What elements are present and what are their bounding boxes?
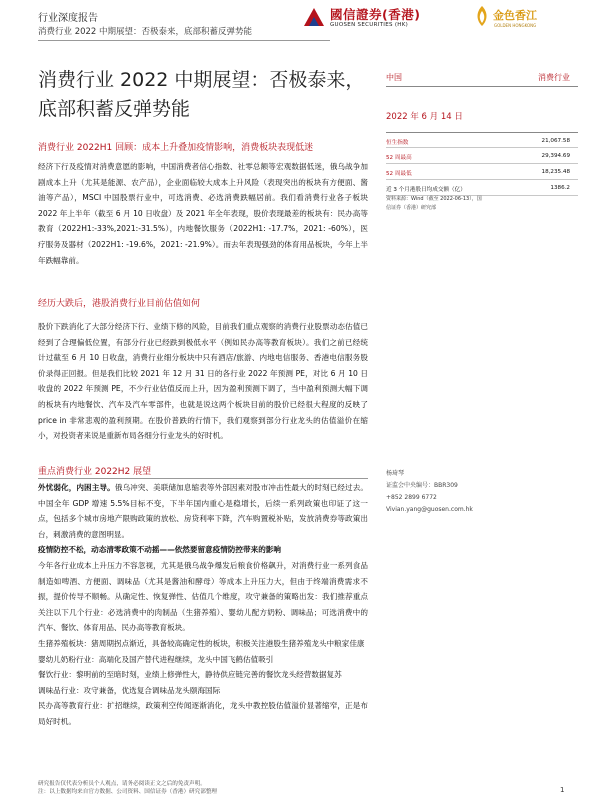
header-divider xyxy=(38,40,330,41)
table-value: 21,067.58 xyxy=(541,138,570,144)
page-number: 1 xyxy=(560,786,565,794)
para1-text: 俄乌冲突、美联储加息缩表等外部因素对股市冲击性最大的时刻已经过去。中国全年 GDP 增速 5.5%目标不变，下半年国内重心是稳增长，后续一系列政策也印证了这一点，包括多个城市房地产限购政策的放松、房贷利率下降，汽车购置税补贴，发放消费券等政策出台，刺激消费的意图明显。 xyxy=(38,483,368,539)
jinse-logo xyxy=(472,2,542,34)
table-row xyxy=(386,164,578,180)
section3-para2: 疫情防控不松，动态清零政策不动摇——依然要留意疫情防控带来的影响 xyxy=(38,545,281,555)
sidebar-divider xyxy=(386,86,578,87)
header-subtitle: 消费行业 2022 中期展望：否极泰来，底部积蓄反弹势能 xyxy=(38,27,253,37)
list-item: 调味品行业：攻守兼备，优选复合调味品龙头颐海国际 xyxy=(38,685,221,695)
table-label: 近 3 个月港股日均成交额（亿） xyxy=(386,187,466,193)
section3-para1 xyxy=(38,480,368,542)
footer-note: 注：以上数据均来自官方数据、公司资料、国信证券（香港）研究部整理 xyxy=(38,789,218,795)
section3-heading: 重点消费行业 2022H2 展望 xyxy=(38,467,152,477)
market-data-table xyxy=(386,132,578,196)
guosen-logo xyxy=(302,4,462,32)
table-label: 52 周最低 xyxy=(386,171,412,177)
guosen-logo-icon xyxy=(302,6,326,28)
section3-body xyxy=(38,480,368,730)
section2-body: 股价下跌消化了大部分经济下行、业绩下修的风险，目前我们重点观察的消费行业股票动态估值已经到了合理偏低位置，有部分行业已经跌到极低水平（例如民办高等教育板块）。我们之前已经统计过截至 6 月 10 日收盘，消费行业细分板块中只有酒店/旅游、内地电信服务、香港电信服务股价录得正回报。但是我们比较 2021 年 12 月 31 日的各行业 2022 年预测 PE，对比 6 月 10 日收盘的 2022 年预测 PE，不少行业估值反而上升，因为盈利预测下调了，当中盈利预测大幅下调的板块有内地餐饮、汽车及汽车零部件，也就是说这两个板块目前的股价已经很大程度的反映了 price in 非常悲观的盈利预期。在股价普跌的行情下，我们观察到部分行业龙头的估值溢价在缩小，对投资者来说是重新布局各细分行业龙头的好时机。 xyxy=(38,322,368,441)
footer xyxy=(38,780,217,796)
section1-body: 经济下行及疫情对消费意愿的影响，中国消费者信心指数、社零总额等宏观数据低迷，俄乌战争加剧成本上升（尤其是能源、农产品），企业面临较大成本上升风险（表现突出的板块有方便面、酱油等产品），MSCI 中国股票行业中，可选消费、必选消费跌幅居前。我们看消费行业各子板块 2022 年上半年（截至 6 月 10 日收盘）及 2021 年全年表现，股价表现最差的板块有：民办高等教育（2022H1:-33%,2021:-31.5%），内地餐饮服务（2022H1: -17.7%，2021: -60%），医疗服务及器材（2022H1: -19.6%，2021: -21.9%）。而去年表现强劲的体育用品板块，今年上半年跌幅靠前。 xyxy=(38,162,368,265)
analyst-email: Vivian.yang@guosen.com.hk xyxy=(386,506,473,513)
table-label: 52 周最高 xyxy=(386,155,412,161)
analyst-phone: +852 2899 6772 xyxy=(386,494,437,501)
report-date: 2022 年 6 月 14 日 xyxy=(386,112,463,122)
table-row xyxy=(386,148,578,164)
list-item: 生猪养殖板块：猪周期拐点渐近，具备较高确定性的板块，积极关注港股生猪养殖龙头中粮家佳康 xyxy=(38,638,365,648)
table-value: 18,235.48 xyxy=(541,169,570,175)
table-source: 资料来源：Wind（截至 2022-06-13），国信证券（香港）研究部 xyxy=(386,196,482,211)
lead-heading: 消费行业 2022H1 回顾：成本上升叠加疫情影响，消费板块表现低迷 xyxy=(38,143,314,153)
list-item: 餐饮行业：黎明前的至暗时刻，业绩上修弹性大，静待供应链完善的餐饮龙头经营数据复苏 xyxy=(38,670,342,680)
table-row xyxy=(386,180,578,196)
table-value: 29,394.69 xyxy=(541,153,570,159)
list-item: 婴幼儿奶粉行业：高端化及国产替代进程继续，龙头中国飞鹤估值吸引 xyxy=(38,654,274,664)
list-item: 民办高等教育行业：扩招继续，政策利空传闻逐渐消化，龙头中教控股估值溢价显著缩窄，正是布局好时机。 xyxy=(38,701,368,726)
guosen-logo-en: GUOSEN SECURITIES (HK) xyxy=(330,22,409,28)
jinse-logo-en: GOLDEN HONGKONG xyxy=(494,23,537,28)
analyst-info xyxy=(386,468,578,516)
report-title: 消费行业 2022 中期展望：否极泰来，底部积蓄反弹势能 xyxy=(38,69,365,120)
report-type: 行业深度报告 xyxy=(38,13,98,24)
section3-para3: 今年各行业成本上升压力不容忽视，尤其是俄乌战争爆发后粮食价格飙升，对消费行业一系列食品制造如啤酒、方便面、调味品（尤其是酱油和酵母）等成本上升压力大，但由于终端消费需求不振，提价传导不顺畅。从确定性、恢复弹性、估值几个维度，攻守兼备的策略出发：我们推荐重点关注以下几个行业：必选消费中的肉制品（生猪养殖）、婴幼儿配方奶粉、调味品；可选消费中的汽车、餐饮、体育用品、民办高等教育板块。 xyxy=(38,560,368,633)
section2-heading: 经历大跌后，港股消费行业目前估值如何 xyxy=(38,299,201,309)
table-value: 1386.2 xyxy=(550,185,570,191)
para1-lead: 外忧弱化，内困主导。 xyxy=(38,483,115,492)
table-label: 恒生指数 xyxy=(386,140,409,146)
guosen-logo-cn: 國信證券(香港) xyxy=(330,7,421,22)
sidebar-region: 中国 xyxy=(386,73,402,82)
table-row xyxy=(386,132,578,148)
jinse-logo-cn: 金色香江 xyxy=(493,9,537,22)
footer-disclaimer: 研究报告仅代表分析员个人观点，请务必阅读正文之后的免责声明。 xyxy=(38,781,206,787)
analyst-name: 杨琦琴 xyxy=(386,470,405,477)
sidebar-sector: 消费行业 xyxy=(538,73,570,82)
section3-divider xyxy=(38,478,368,479)
jinse-logo-icon xyxy=(472,4,492,28)
analyst-license: 证监会中央编号：BBR309 xyxy=(386,482,458,489)
